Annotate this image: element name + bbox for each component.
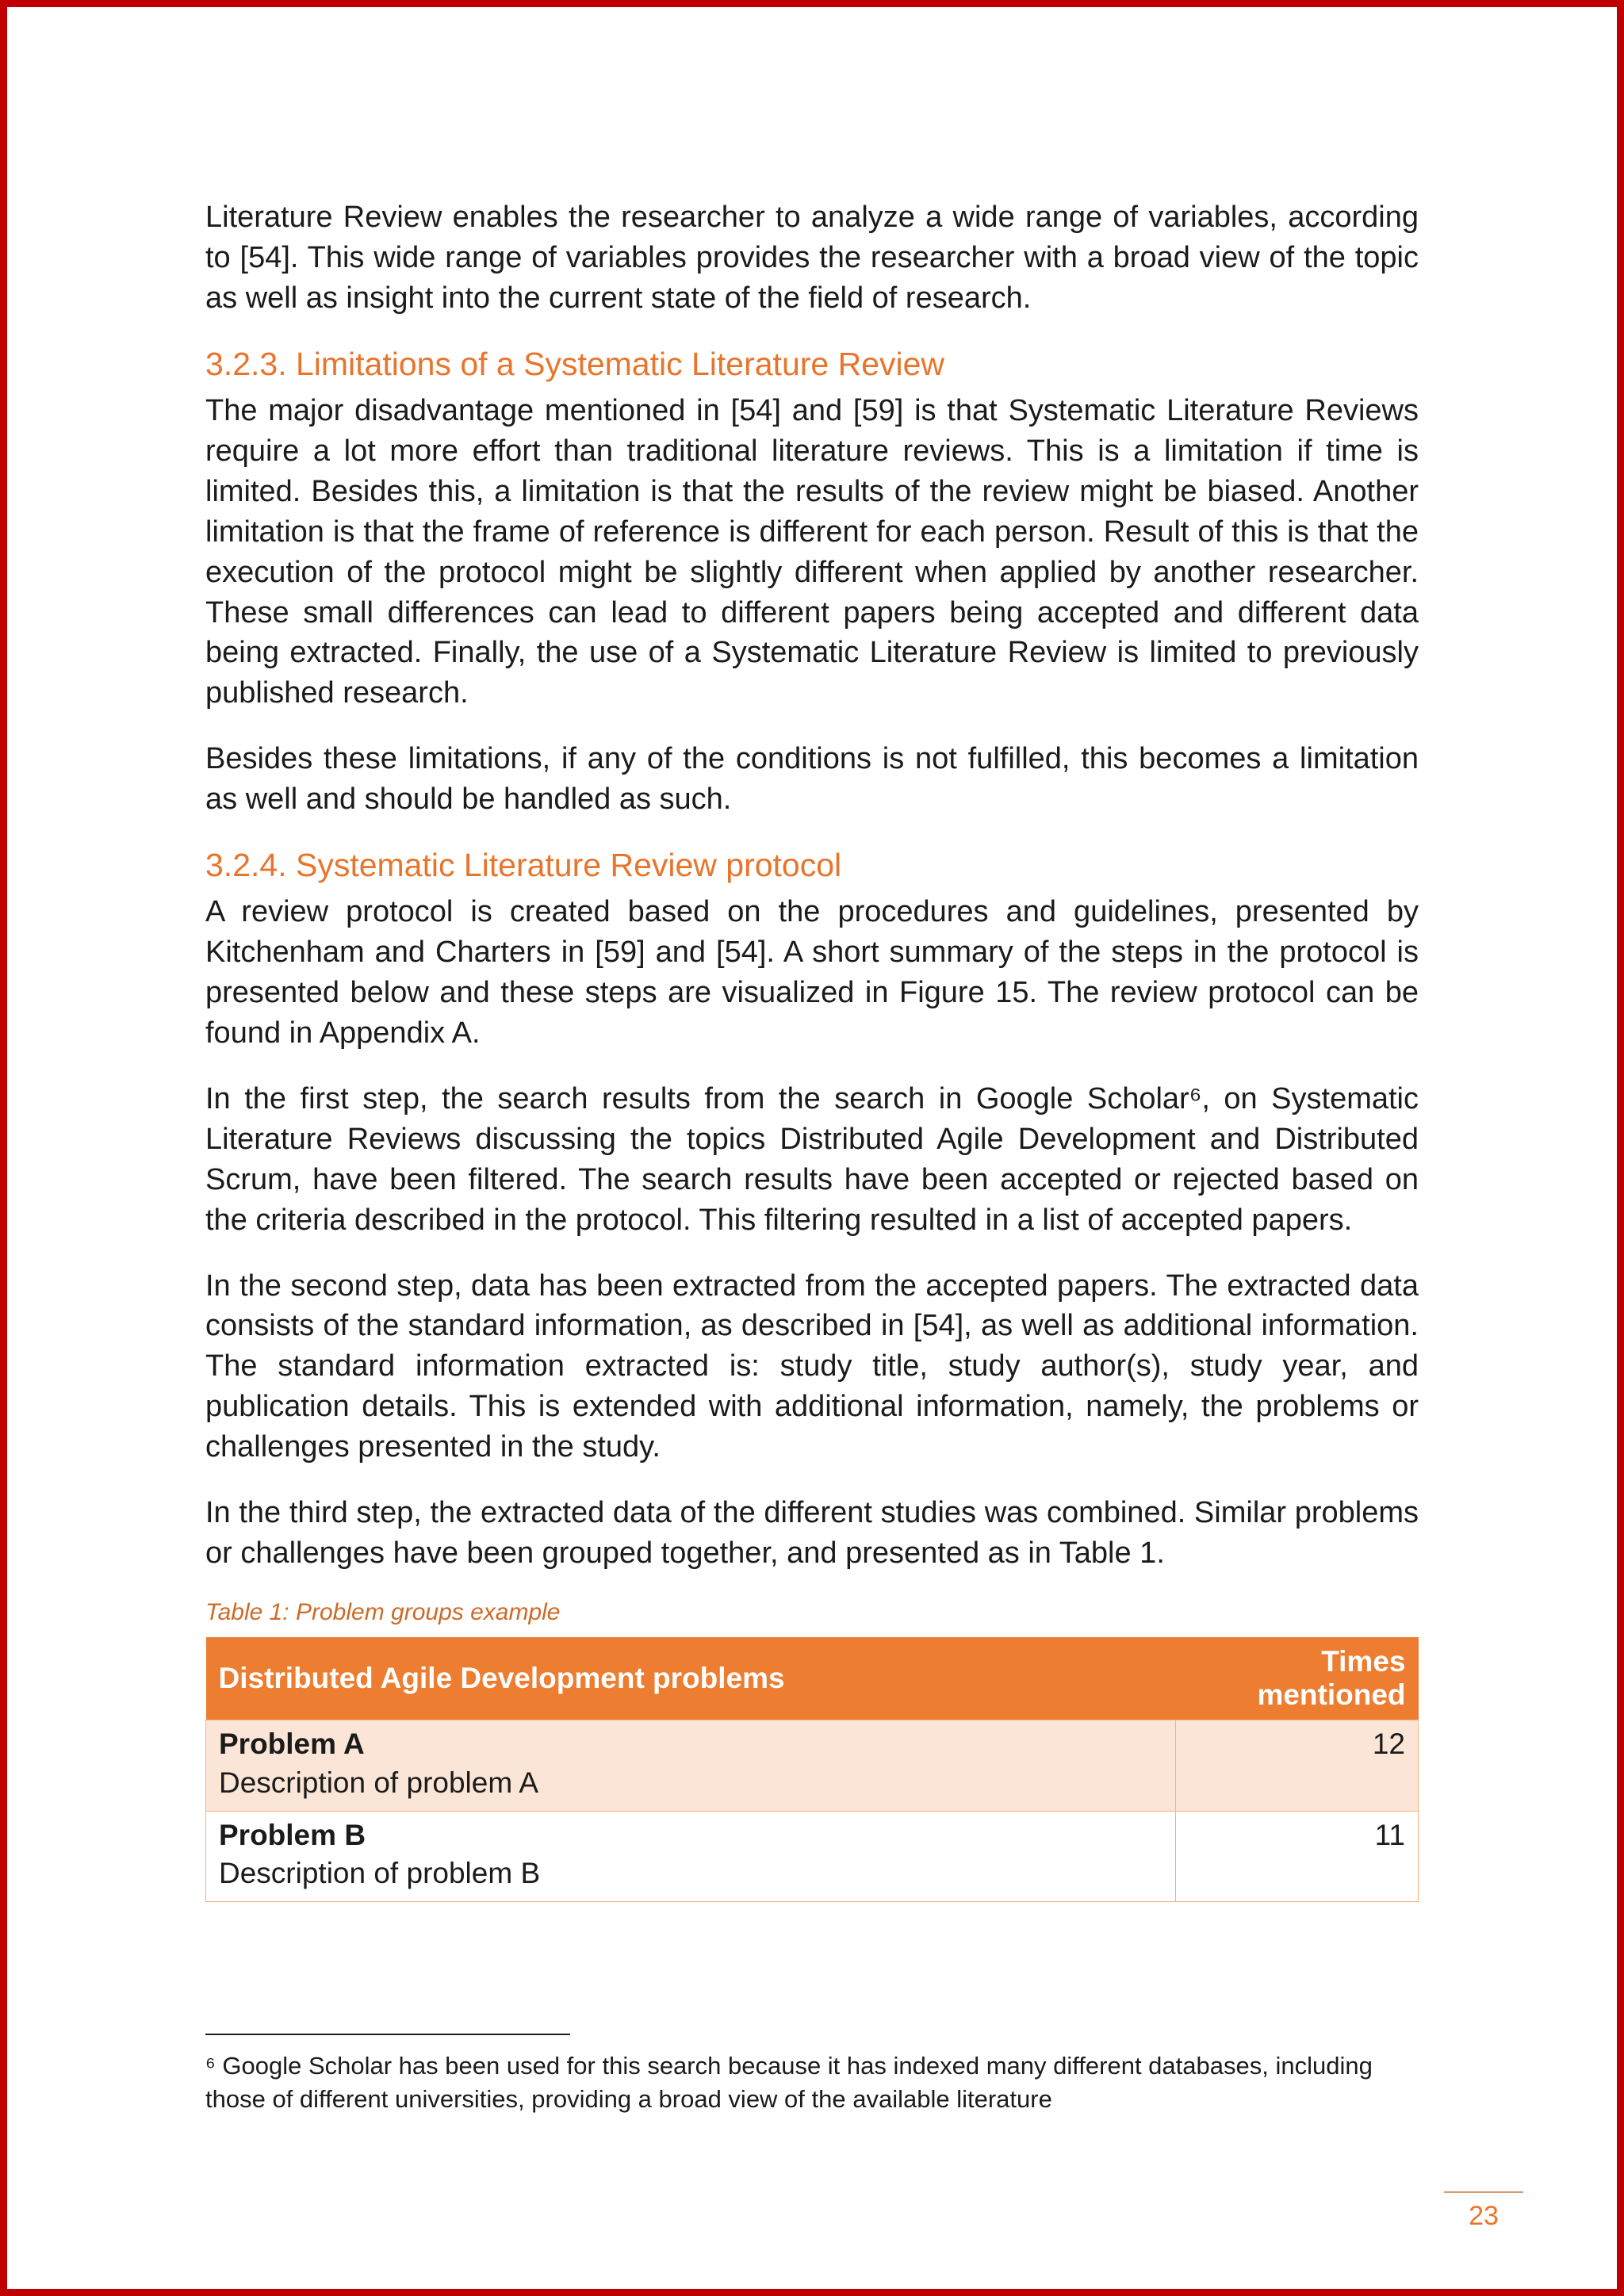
protocol-paragraph-1: A review protocol is created based on the procedures and guidelines, presented by Kitchenham and Charters in [59] and [54]. A short summary of the steps in the protocol is presented below and these steps are visualized in Figure 15. The review protocol can be found in Appendix A.	[205, 895, 1419, 1050]
footnote-text: ⁶ Google Scholar has been used for this search because it has indexed many different databases, including those of different universities, providing a broad view of the available literature	[205, 2052, 1373, 2113]
protocol-paragraph-3: In the second step, data has been extracted from the accepted papers. The extracted data consists of the standard information, as described in [54], as well as additional information. The standard information extracted is: study title, study author(s), study year, and publication details. This is extended with additional information, namely, the problems or challenges presented in the study.	[205, 1269, 1419, 1464]
table-row-problem-a	[206, 1720, 1419, 1811]
problem-a-title: Problem A	[219, 1727, 365, 1760]
section-heading-3-2-3: 3.2.3. Limitations of a Systematic Literature Review	[205, 345, 945, 382]
table-header-times: Times mentioned	[1176, 1637, 1419, 1720]
section-heading-3-2-4: 3.2.4. Systematic Literature Review protocol	[205, 847, 842, 884]
problem-groups-table	[205, 1637, 1419, 1902]
problem-a-description: Description of problem A	[219, 1766, 539, 1799]
problem-a-times: 12	[1176, 1720, 1419, 1811]
page-number: 23	[1444, 2191, 1523, 2232]
table-header-problems: Distributed Agile Development problems	[206, 1637, 1176, 1720]
problem-b-times: 11	[1176, 1811, 1419, 1902]
page-content	[7, 7, 1617, 1902]
limitations-paragraph: The major disadvantage mentioned in [54] and [59] is that Systematic Literature Reviews require a lot more effort than traditional literature reviews. This is a limitation if time is limited. Besides this, a limitation is that the results of the review might be biased. Another limitation is that the frame of reference is different for each person. Result of this is that the execution of the protocol might be slightly different when applied by another researcher. These small differences can lead to different papers being accepted and different data being extracted. Finally, the use of a Systematic Literature Review is limited to previously published research.	[205, 393, 1419, 710]
protocol-paragraph-2: In the first step, the search results from the search in Google Scholar⁶, on Systematic Literature Reviews discussing the topics Distributed Agile Development and Distributed Scrum, have been filtered. The search results have been accepted or rejected based on the criteria described in the protocol. This filtering resulted in a list of accepted papers.	[205, 1081, 1419, 1237]
protocol-paragraph-4: In the third step, the extracted data of the different studies was combined. Similar problems or challenges have been grouped together, and presented as in Table 1.	[205, 1496, 1419, 1570]
footnote-separator	[205, 2034, 570, 2035]
problem-b-description: Description of problem B	[219, 1857, 541, 1890]
footnote-block	[205, 2034, 1419, 2116]
intro-paragraph: Literature Review enables the researcher to analyze a wide range of variables, according to [54]. This wide range of variables provides the researcher with a broad view of the topic as well as insight into the current state of the field of research.	[205, 201, 1419, 315]
table-row-problem-b	[206, 1811, 1419, 1902]
problem-b-cell	[206, 1811, 1176, 1902]
table-caption: Table 1: Problem groups example	[205, 1598, 561, 1625]
problem-b-title: Problem B	[219, 1818, 366, 1851]
table-header-row	[206, 1637, 1419, 1720]
limitations-paragraph-2: Besides these limitations, if any of the conditions is not fulfilled, this becomes a limitation as well and should be handled as such.	[205, 742, 1419, 817]
problem-a-cell	[206, 1720, 1176, 1811]
